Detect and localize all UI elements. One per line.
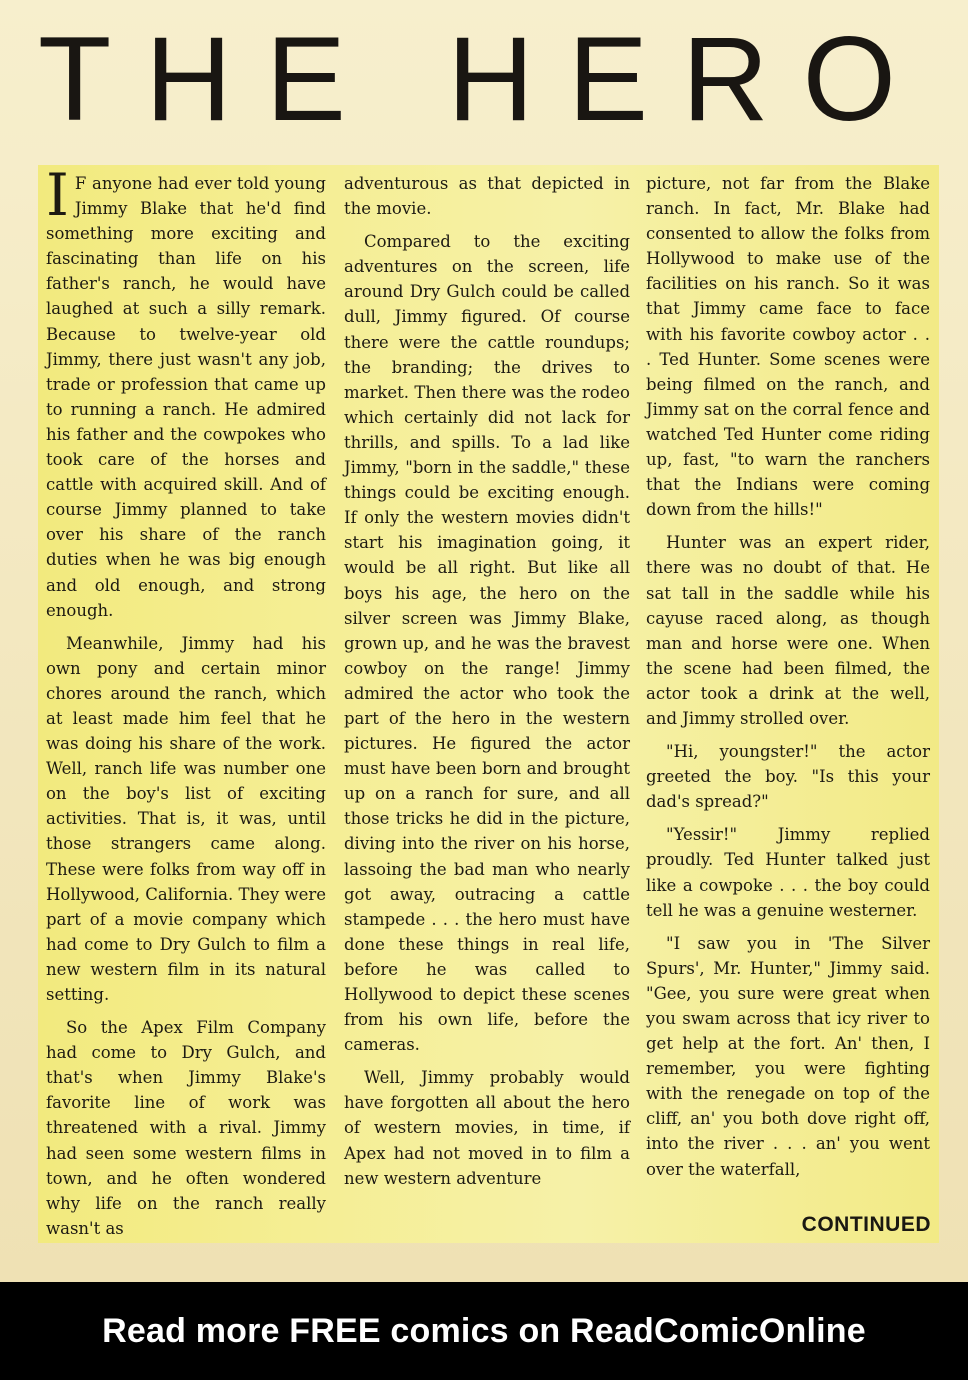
paragraph: picture, not far from the Blake ranch. In fact, Mr. Blake had consented to allow the folks from Hollywood to make use of the facilities on his ranch. So it was that Jimmy came face to face with his favorite cowboy actor . . . Ted Hunter. Some scenes were being filmed on the ranch, and Jimmy sat on the corral fence and watched Ted Hunter come riding up, fast, "to warn the ranchers that the Indians were coming down from the hills!" [646, 174, 930, 520]
paragraph: Well, Jimmy probably would have forgotten all about the hero of western movies, in time, if Apex had not moved in to film a new western adventure [344, 1068, 630, 1188]
paragraph-text: F anyone had ever told young Jimmy Blake that he'd find something more exciting and fascinating than life on his father's ranch, he would have laughed at such a silly remark. Because to twelve-year old Jimmy, there just wasn't any job, trade or profession that came up to running a ranch. He admired his father and the cowpokes who took care of the horses and cattle with acquired skill. And of course Jimmy planned to take over his share of the ranch duties when he was big enough and old enough, and strong enough. [46, 174, 326, 620]
continued-label: CONTINUED [801, 1213, 931, 1236]
drop-cap: I [46, 161, 69, 229]
footer-banner[interactable] [0, 1282, 968, 1380]
paragraph: "Hi, youngster!" the actor greeted the boy. "Is this your dad's spread?" [646, 742, 930, 812]
footer-link[interactable]: Read more FREE comics on ReadComicOnline [102, 1311, 866, 1350]
paragraph [46, 161, 326, 623]
text-column-1 [46, 161, 326, 1249]
text-column-3 [646, 171, 930, 1190]
paragraph: Hunter was an expert rider, there was no doubt of that. He sat tall in the saddle while his cayuse raced along, as though man and horse were one. When the scene had been filmed, the actor took a drink at the well, and Jimmy strolled over. [646, 533, 930, 728]
paragraph: "I saw you in 'The Silver Spurs', Mr. Hunter," Jimmy said. "Gee, you sure were great when you swam across that icy river to get help at the fort. An' then, I remember, you were fighting with the renegade on top of the cliff, an' you both dove right off, into the river . . . an' you went over the waterfall, [646, 933, 930, 1179]
paragraph: Compared to the exciting adventures on the screen, life around Dry Gulch could be called dull, Jimmy figured. Of course there were the cattle roundups; the branding; the drives to market. Then there was the rodeo which certainly did not lack for thrills, and spills. To a lad like Jimmy, "born in the saddle," these things could be exciting enough. If only the western movies didn't start his imagination going, it would be all right. But like all boys his age, the hero on the silver screen was Jimmy Blake, grown up, and he was the bravest cowboy on the range! Jimmy admired the actor who took the part of the hero in the western pictures. He figured the actor must have been born and brought up on a ranch for sure, and all those tricks he did in the picture, diving into the river on his horse, lassoing the bad man who nearly got away, outracing a cattle stampede . . . the hero must have done these things in real life, before he was called to Hollywood to depict these scenes from his own life, before the cameras. [344, 232, 630, 1055]
paragraph: "Yessir!" Jimmy replied proudly. Ted Hunter talked just like a cowpoke . . . the boy could tell he was a genuine westerner. [646, 825, 930, 920]
paragraph: So the Apex Film Company had come to Dry Gulch, and that's when Jimmy Blake's favorite line of work was threatened with a rival. Jimmy had seen some western films in town, and he often wondered why life on the ranch really wasn't as [46, 1018, 326, 1238]
story-text-panel [38, 161, 939, 1243]
text-column-2 [344, 171, 630, 1199]
story-title: THE HERO [37, 12, 931, 146]
paragraph: adventurous as that depicted in the movie. [344, 174, 630, 219]
paragraph: Meanwhile, Jimmy had his own pony and certain minor chores around the ranch, which at least made him feel that he was doing his share of the work. Well, ranch life was number one on the boy's list of exciting activities. That is, it was, until those strangers came along. These were folks from way off in Hollywood, California. They were part of a movie company which had come to Dry Gulch to film a new western film in its natural setting. [46, 633, 326, 1004]
